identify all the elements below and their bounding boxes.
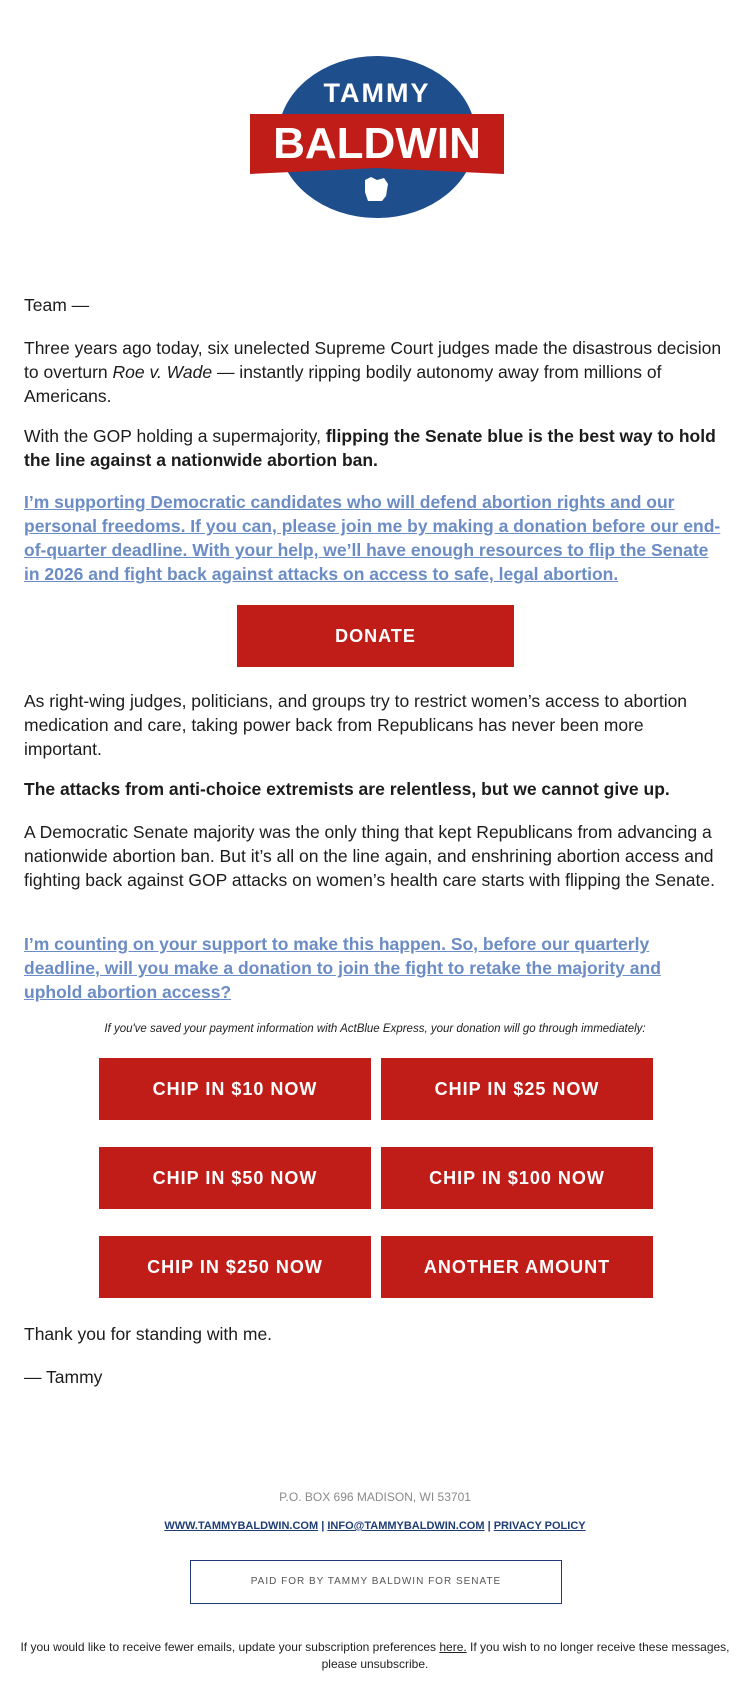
support-link-paragraph[interactable]: I’m counting on your support to make this happen. So, before our quarterly deadline, will you make a donation to join the fight to retake the majority and uphold abortion access? (24, 934, 661, 1002)
footer-links: WWW.TAMMYBALDWIN.COM | INFO@TAMMYBALDWIN.COM | PRIVACY POLICY (164, 1520, 586, 1532)
paragraph-gop: With the GOP holding a supermajority, flipping the Senate blue is the best way to hold the line against a nationwide abortion ban. (24, 426, 716, 470)
footer-address: P.O. BOX 696 MADISON, WI 53701 (279, 1490, 471, 1504)
logo-line2: BALDWIN (273, 119, 481, 168)
greeting: Team — (24, 295, 90, 315)
preferences-link[interactable]: here. (439, 1640, 467, 1654)
unsubscribe-text: If you would like to receive fewer emails, update your subscription preferences here. If you wish to no longer receive these messages, please unsubscribe. (20, 1640, 730, 1671)
chip-in-50-button[interactable]: CHIP IN $50 NOW (99, 1147, 371, 1209)
tammy-baldwin-logo (250, 56, 504, 218)
email-link[interactable]: INFO@TAMMYBALDWIN.COM (327, 1520, 485, 1532)
logo-line1: TAMMY (323, 78, 431, 108)
privacy-policy-link[interactable]: PRIVACY POLICY (493, 1520, 586, 1532)
paragraph-attacks: The attacks from anti-choice extremists are relentless, but we cannot give up. (24, 779, 670, 799)
actblue-express-note: If you've saved your payment information with ActBlue Express, your donation will go through immediately: (104, 1023, 646, 1035)
paid-for-box: PAID FOR BY TAMMY BALDWIN FOR SENATE (190, 1560, 562, 1604)
donate-button[interactable]: DONATE (237, 605, 514, 667)
chip-in-10-button[interactable]: CHIP IN $10 NOW (99, 1058, 371, 1120)
thanks-line: Thank you for standing with me. (24, 1324, 273, 1344)
paragraph-roe: Three years ago today, six unelected Supreme Court judges made the disastrous decision to overturn Roe v. Wade — instantly ripping bodily autonomy away from millions of Americans. (24, 338, 722, 406)
wisconsin-icon (365, 177, 388, 201)
chip-in-100-button[interactable]: CHIP IN $100 NOW (381, 1147, 653, 1209)
paragraph-senate-majority: A Democratic Senate majority was the only thing that kept Republicans from advancing a nationwide abortion ban. But it’s all on the line again, and enshrining abortion access and fighting back against GOP attacks on women’s health care starts with flipping the Senate. (24, 822, 715, 890)
chip-in-25-button[interactable]: CHIP IN $25 NOW (381, 1058, 653, 1120)
chip-in-250-button[interactable]: CHIP IN $250 NOW (99, 1236, 371, 1298)
donate-link-paragraph[interactable]: I’m supporting Democratic candidates who will defend abortion rights and our personal freedoms. If you can, please join me by making a donation before our end-of-quarter deadline. With your help, we’ll have enough resources to flip the Senate in 2026 and fight back against attacks on access to safe, legal abortion. (24, 492, 721, 584)
another-amount-button[interactable]: ANOTHER AMOUNT (381, 1236, 653, 1298)
website-link[interactable]: WWW.TAMMYBALDWIN.COM (164, 1520, 319, 1532)
paragraph-right-wing: As right-wing judges, politicians, and groups try to restrict women’s access to abortion medication and care, taking power back from Republicans has never been more important. (24, 691, 688, 759)
signoff: — Tammy (24, 1367, 103, 1387)
